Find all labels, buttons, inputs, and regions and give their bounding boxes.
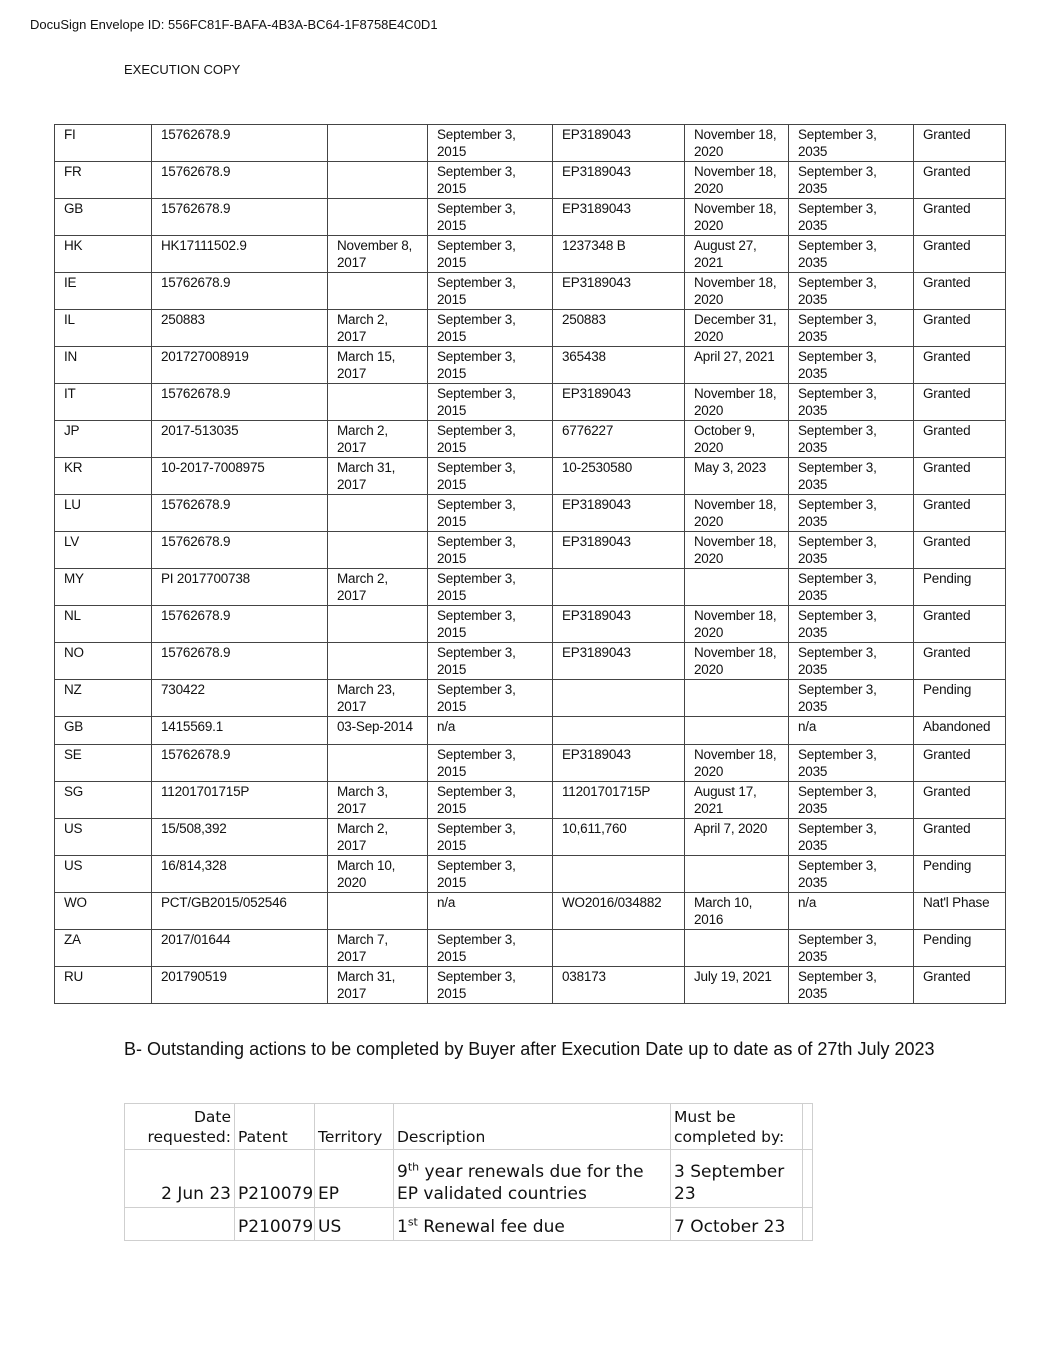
status: Granted (914, 606, 1006, 643)
expiry-date: September 3, 2035 (789, 745, 914, 782)
status: Pending (914, 930, 1006, 967)
grant-date (685, 569, 789, 606)
status: Granted (914, 782, 1006, 819)
country-code: IT (55, 384, 152, 421)
grant-date: July 19, 2021 (685, 967, 789, 1004)
table-row (55, 162, 1006, 199)
country-code: SE (55, 745, 152, 782)
priority-date: September 3, 2015 (428, 856, 553, 893)
table-row (55, 967, 1006, 1004)
patent-number: EP3189043 (553, 643, 685, 680)
application-number: 201727008919 (152, 347, 328, 384)
header-date-line1: Date (193, 1108, 231, 1126)
priority-date: September 3, 2015 (428, 606, 553, 643)
application-number: 250883 (152, 310, 328, 347)
patent-number: 10-2530580 (553, 458, 685, 495)
national-filing-date: March 15, 2017 (328, 347, 428, 384)
header-must-be-completed (671, 1104, 803, 1150)
section-b-title: B- Outstanding actions to be completed by Buyer after Execution Date up to date as of 27th July 2023 (124, 1039, 935, 1059)
grant-date: November 18, 2020 (685, 199, 789, 236)
expiry-date: September 3, 2035 (789, 967, 914, 1004)
table-row (55, 893, 1006, 930)
country-code: RU (55, 967, 152, 1004)
patent-number: 038173 (553, 967, 685, 1004)
patent-number (553, 717, 685, 745)
national-filing-date (328, 495, 428, 532)
country-code: ZA (55, 930, 152, 967)
patent-number (553, 930, 685, 967)
grant-date: April 27, 2021 (685, 347, 789, 384)
country-code: IN (55, 347, 152, 384)
application-number: 15762678.9 (152, 495, 328, 532)
country-code: US (55, 856, 152, 893)
status: Nat'l Phase (914, 893, 1006, 930)
action-must-complete-by: 3 September 23 (671, 1150, 803, 1208)
country-code: IL (55, 310, 152, 347)
priority-date: September 3, 2015 (428, 680, 553, 717)
application-number: 15762678.9 (152, 384, 328, 421)
priority-date: September 3, 2015 (428, 162, 553, 199)
application-number: 16/814,328 (152, 856, 328, 893)
grant-date: August 27, 2021 (685, 236, 789, 273)
status: Granted (914, 162, 1006, 199)
table-row (55, 680, 1006, 717)
status: Granted (914, 310, 1006, 347)
patent-number: EP3189043 (553, 125, 685, 162)
description-ordinal-suffix: th (407, 1160, 420, 1174)
application-number: 2017/01644 (152, 930, 328, 967)
table-row (125, 1208, 813, 1241)
application-number: 1415569.1 (152, 717, 328, 745)
national-filing-date (328, 606, 428, 643)
description-ordinal: 9 (397, 1162, 408, 1182)
priority-date: September 3, 2015 (428, 347, 553, 384)
status: Pending (914, 680, 1006, 717)
national-filing-date (328, 199, 428, 236)
country-code: NO (55, 643, 152, 680)
national-filing-date: March 7, 2017 (328, 930, 428, 967)
expiry-date: September 3, 2035 (789, 162, 914, 199)
status: Granted (914, 819, 1006, 856)
grant-date: May 3, 2023 (685, 458, 789, 495)
header-must-line1: Must be (674, 1108, 736, 1126)
patent-number (553, 680, 685, 717)
outstanding-actions-table (124, 1103, 813, 1241)
header-territory: Territory (315, 1104, 394, 1150)
national-filing-date (328, 384, 428, 421)
national-filing-date (328, 643, 428, 680)
status: Granted (914, 125, 1006, 162)
priority-date: n/a (428, 717, 553, 745)
country-code: MY (55, 569, 152, 606)
application-number: 15/508,392 (152, 819, 328, 856)
expiry-date: September 3, 2035 (789, 236, 914, 273)
header-spacer-cell (803, 1104, 813, 1150)
application-number: 15762678.9 (152, 532, 328, 569)
header-patent: Patent (235, 1104, 315, 1150)
priority-date: September 3, 2015 (428, 421, 553, 458)
grant-date: October 9, 2020 (685, 421, 789, 458)
priority-date: September 3, 2015 (428, 643, 553, 680)
execution-copy-label: EXECUTION COPY (124, 62, 241, 77)
table-row (55, 532, 1006, 569)
expiry-date: September 3, 2035 (789, 643, 914, 680)
national-filing-date: March 3, 2017 (328, 782, 428, 819)
table-row (55, 643, 1006, 680)
patent-number: 11201701715P (553, 782, 685, 819)
patent-number: EP3189043 (553, 606, 685, 643)
table-row (55, 930, 1006, 967)
status: Granted (914, 384, 1006, 421)
status: Granted (914, 458, 1006, 495)
docusign-envelope-id: DocuSign Envelope ID: 556FC81F-BAFA-4B3A-BC64-1F8758E4C0D1 (30, 17, 438, 32)
expiry-date: September 3, 2035 (789, 495, 914, 532)
expiry-date: September 3, 2035 (789, 273, 914, 310)
grant-date: November 18, 2020 (685, 643, 789, 680)
national-filing-date (328, 162, 428, 199)
patent-number: WO2016/034882 (553, 893, 685, 930)
application-number: 15762678.9 (152, 745, 328, 782)
grant-date: November 18, 2020 (685, 384, 789, 421)
status: Abandoned (914, 717, 1006, 745)
expiry-date: September 3, 2035 (789, 125, 914, 162)
grant-date: April 7, 2020 (685, 819, 789, 856)
status: Granted (914, 199, 1006, 236)
table-row (55, 495, 1006, 532)
patent-number: EP3189043 (553, 495, 685, 532)
actions-header-row (125, 1104, 813, 1150)
priority-date: September 3, 2015 (428, 384, 553, 421)
national-filing-date: March 2, 2017 (328, 310, 428, 347)
priority-date: September 3, 2015 (428, 782, 553, 819)
expiry-date: September 3, 2035 (789, 569, 914, 606)
priority-date: September 3, 2015 (428, 495, 553, 532)
action-patent: P210079 (235, 1208, 315, 1241)
table-row (55, 856, 1006, 893)
action-patent: P210079 (235, 1150, 315, 1208)
status: Granted (914, 745, 1006, 782)
table-row (55, 819, 1006, 856)
national-filing-date: November 8, 2017 (328, 236, 428, 273)
description-ordinal: 1 (397, 1217, 408, 1237)
country-code: US (55, 819, 152, 856)
application-number: 15762678.9 (152, 273, 328, 310)
status: Granted (914, 532, 1006, 569)
priority-date: September 3, 2015 (428, 125, 553, 162)
row-spacer-cell (803, 1150, 813, 1208)
priority-date: September 3, 2015 (428, 930, 553, 967)
national-filing-date: March 2, 2017 (328, 569, 428, 606)
country-code: GB (55, 199, 152, 236)
national-filing-date: March 23, 2017 (328, 680, 428, 717)
expiry-date: September 3, 2035 (789, 930, 914, 967)
expiry-date: September 3, 2035 (789, 384, 914, 421)
header-date-line2: requested: (147, 1128, 231, 1146)
country-code: FI (55, 125, 152, 162)
patent-number: EP3189043 (553, 532, 685, 569)
national-filing-date (328, 125, 428, 162)
expiry-date: n/a (789, 717, 914, 745)
country-code: JP (55, 421, 152, 458)
application-number: PCT/GB2015/052546 (152, 893, 328, 930)
national-filing-date (328, 893, 428, 930)
table-row (55, 384, 1006, 421)
grant-date: November 18, 2020 (685, 532, 789, 569)
expiry-date: September 3, 2035 (789, 458, 914, 495)
country-code: LV (55, 532, 152, 569)
patent-schedule-table (54, 124, 1006, 1004)
table-row (55, 782, 1006, 819)
table-row (55, 745, 1006, 782)
row-spacer-cell (803, 1208, 813, 1241)
country-code: HK (55, 236, 152, 273)
priority-date: September 3, 2015 (428, 967, 553, 1004)
status: Granted (914, 273, 1006, 310)
header-must-line2: completed by: (674, 1128, 785, 1146)
application-number: 2017-513035 (152, 421, 328, 458)
table-row (55, 125, 1006, 162)
application-number: HK17111502.9 (152, 236, 328, 273)
country-code: NZ (55, 680, 152, 717)
expiry-date: September 3, 2035 (789, 606, 914, 643)
table-row (55, 199, 1006, 236)
priority-date: September 3, 2015 (428, 199, 553, 236)
priority-date: September 3, 2015 (428, 273, 553, 310)
status: Granted (914, 347, 1006, 384)
national-filing-date: March 31, 2017 (328, 967, 428, 1004)
description-ordinal-suffix: st (407, 1215, 418, 1229)
priority-date: September 3, 2015 (428, 310, 553, 347)
patent-number: 365438 (553, 347, 685, 384)
table-row (55, 458, 1006, 495)
expiry-date: n/a (789, 893, 914, 930)
patent-number: 6776227 (553, 421, 685, 458)
status: Granted (914, 236, 1006, 273)
table-row (55, 273, 1006, 310)
patent-number: 250883 (553, 310, 685, 347)
country-code: LU (55, 495, 152, 532)
table-row (125, 1150, 813, 1208)
application-number: 730422 (152, 680, 328, 717)
table-row (55, 717, 1006, 745)
country-code: KR (55, 458, 152, 495)
country-code: IE (55, 273, 152, 310)
patent-number: EP3189043 (553, 384, 685, 421)
status: Pending (914, 856, 1006, 893)
grant-date: August 17, 2021 (685, 782, 789, 819)
application-number: 15762678.9 (152, 643, 328, 680)
grant-date (685, 717, 789, 745)
grant-date: November 18, 2020 (685, 745, 789, 782)
patent-number (553, 856, 685, 893)
action-must-complete-by: 7 October 23 (671, 1208, 803, 1241)
patent-number: EP3189043 (553, 273, 685, 310)
application-number: PI 2017700738 (152, 569, 328, 606)
expiry-date: September 3, 2035 (789, 347, 914, 384)
header-description: Description (394, 1104, 671, 1150)
grant-date: November 18, 2020 (685, 125, 789, 162)
table-row (55, 569, 1006, 606)
country-code: WO (55, 893, 152, 930)
expiry-date: September 3, 2035 (789, 199, 914, 236)
priority-date: September 3, 2015 (428, 569, 553, 606)
national-filing-date: March 2, 2017 (328, 421, 428, 458)
country-code: GB (55, 717, 152, 745)
national-filing-date: March 31, 2017 (328, 458, 428, 495)
expiry-date: September 3, 2035 (789, 819, 914, 856)
patent-number: EP3189043 (553, 745, 685, 782)
action-date (125, 1208, 235, 1241)
expiry-date: September 3, 2035 (789, 532, 914, 569)
action-description (394, 1208, 671, 1241)
priority-date: September 3, 2015 (428, 236, 553, 273)
status: Pending (914, 569, 1006, 606)
action-date: 2 Jun 23 (125, 1150, 235, 1208)
patent-number (553, 569, 685, 606)
priority-date: September 3, 2015 (428, 458, 553, 495)
expiry-date: September 3, 2035 (789, 856, 914, 893)
patent-number: 1237348 B (553, 236, 685, 273)
national-filing-date (328, 532, 428, 569)
table-row (55, 347, 1006, 384)
expiry-date: September 3, 2035 (789, 680, 914, 717)
grant-date (685, 856, 789, 893)
grant-date (685, 930, 789, 967)
application-number: 15762678.9 (152, 199, 328, 236)
patent-number: EP3189043 (553, 199, 685, 236)
application-number: 201790519 (152, 967, 328, 1004)
grant-date: November 18, 2020 (685, 495, 789, 532)
status: Granted (914, 967, 1006, 1004)
priority-date: September 3, 2015 (428, 745, 553, 782)
table-row (55, 310, 1006, 347)
grant-date: November 18, 2020 (685, 162, 789, 199)
expiry-date: September 3, 2035 (789, 782, 914, 819)
country-code: FR (55, 162, 152, 199)
patent-number: EP3189043 (553, 162, 685, 199)
country-code: SG (55, 782, 152, 819)
national-filing-date: March 2, 2017 (328, 819, 428, 856)
grant-date: November 18, 2020 (685, 273, 789, 310)
grant-date: December 31, 2020 (685, 310, 789, 347)
table-row (55, 421, 1006, 458)
status: Granted (914, 495, 1006, 532)
application-number: 15762678.9 (152, 162, 328, 199)
patent-number: 10,611,760 (553, 819, 685, 856)
status: Granted (914, 643, 1006, 680)
header-date-requested (125, 1104, 235, 1150)
country-code: NL (55, 606, 152, 643)
grant-date (685, 680, 789, 717)
application-number: 15762678.9 (152, 606, 328, 643)
priority-date: September 3, 2015 (428, 532, 553, 569)
table-row (55, 606, 1006, 643)
national-filing-date (328, 273, 428, 310)
action-territory: EP (315, 1150, 394, 1208)
priority-date: September 3, 2015 (428, 819, 553, 856)
application-number: 15762678.9 (152, 125, 328, 162)
status: Granted (914, 421, 1006, 458)
application-number: 10-2017-7008975 (152, 458, 328, 495)
expiry-date: September 3, 2035 (789, 421, 914, 458)
national-filing-date: March 10, 2020 (328, 856, 428, 893)
grant-date: March 10, 2016 (685, 893, 789, 930)
priority-date: n/a (428, 893, 553, 930)
table-row (55, 236, 1006, 273)
application-number: 11201701715P (152, 782, 328, 819)
national-filing-date: 03-Sep-2014 (328, 717, 428, 745)
action-description (394, 1150, 671, 1208)
expiry-date: September 3, 2035 (789, 310, 914, 347)
description-text: year renewals due for the EP validated countries (397, 1162, 644, 1204)
grant-date: November 18, 2020 (685, 606, 789, 643)
patent-table-body (55, 125, 1006, 1004)
action-territory: US (315, 1208, 394, 1241)
national-filing-date (328, 745, 428, 782)
description-text: Renewal fee due (417, 1217, 565, 1237)
